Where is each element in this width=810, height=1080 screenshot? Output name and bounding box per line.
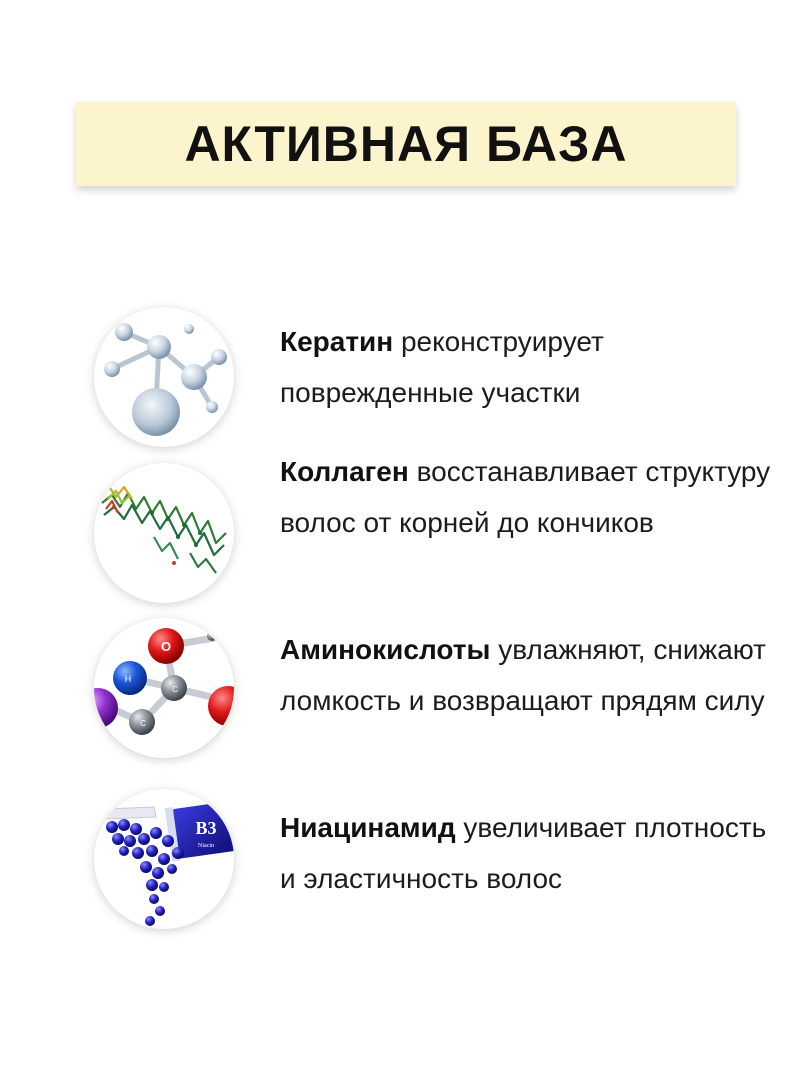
ingredient-text: увеличивает плотность и эластичность волос (280, 812, 767, 894)
ingredient-description (280, 446, 780, 548)
ingredient-description (280, 316, 780, 418)
ingredient-description (280, 802, 780, 904)
ingredient-text: реконструирует поврежденные участки (280, 326, 604, 408)
title-banner (76, 102, 736, 186)
ingredient-name: Коллаген (280, 456, 409, 487)
amino-acid-molecule-icon (94, 618, 234, 758)
ingredient-name: Аминокислоты (280, 634, 491, 665)
niacinamide-b3-icon (94, 789, 234, 929)
ingredient-text: восстанавливает структуру волос от корней до кончиков (280, 456, 771, 538)
atom-label-c: C (140, 719, 146, 728)
ingredient-text: увлажняют, снижают ломкость и возвращают прядям силу (280, 634, 766, 716)
collagen-protein-icon (94, 463, 234, 603)
ingredient-name: Ниацинамид (280, 812, 456, 843)
ingredient-description (280, 624, 780, 726)
atom-label-h: H (124, 674, 132, 684)
atom-label-c: C (172, 685, 178, 694)
atom-label-o: O (160, 639, 172, 654)
page-title: АКТИВНАЯ БАЗА (184, 116, 628, 172)
vial-label-b3: B3 (195, 818, 217, 838)
keratin-molecule-icon (94, 307, 234, 447)
ingredient-name: Кератин (280, 326, 394, 357)
vial-label-niacin: Niacin (198, 843, 214, 849)
